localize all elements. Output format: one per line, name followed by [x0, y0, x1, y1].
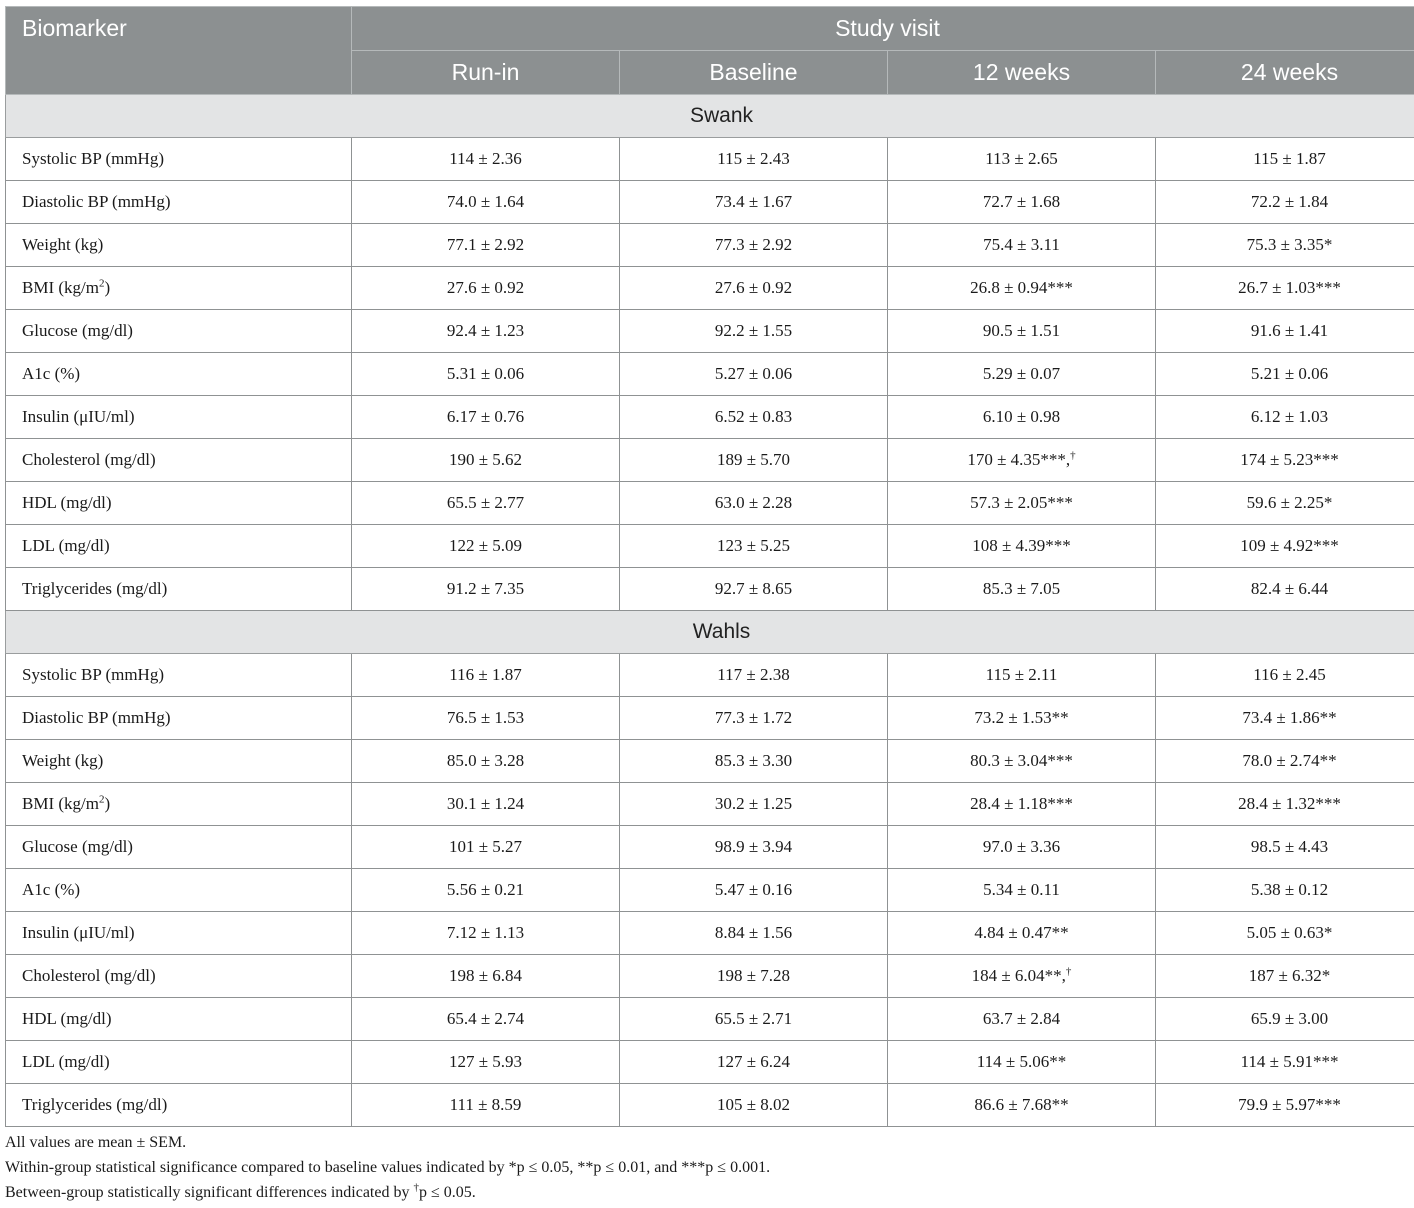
- row-label-text: Diastolic BP (mmHg): [22, 192, 171, 211]
- value-text: 115 ± 2.11: [985, 665, 1058, 684]
- value-cell: [1156, 224, 1414, 267]
- value-text: 74.0 ± 1.64: [446, 192, 525, 211]
- value-cell: [620, 869, 888, 912]
- value-text: 82.4 ± 6.44: [1250, 579, 1329, 598]
- row-label: [6, 525, 352, 568]
- value-text: 5.56 ± 0.21: [446, 880, 525, 899]
- value-cell: [888, 998, 1156, 1041]
- value-text: 127 ± 5.93: [448, 1052, 523, 1071]
- value-text: 6.17 ± 0.76: [446, 407, 525, 426]
- row-label-text: Diastolic BP (mmHg): [22, 708, 171, 727]
- value-text: 113 ± 2.65: [985, 149, 1058, 168]
- row-label: [6, 310, 352, 353]
- visit-header-baseline: Baseline: [620, 51, 888, 95]
- value-cell: [352, 783, 620, 826]
- value-text: 114 ± 5.91***: [1240, 1052, 1339, 1071]
- value-text: 184 ± 6.04**,: [971, 966, 1066, 985]
- dagger-symbol: †: [413, 1181, 419, 1194]
- row-label-text: Cholesterol (mg/dl): [22, 450, 156, 469]
- value-text: 76.5 ± 1.53: [446, 708, 525, 727]
- value-cell: [352, 138, 620, 181]
- value-cell: [620, 654, 888, 697]
- value-text: 6.52 ± 0.83: [714, 407, 793, 426]
- value-text: 97.0 ± 3.36: [982, 837, 1061, 856]
- value-cell: [620, 1041, 888, 1084]
- row-label-text: LDL (mg/dl): [22, 536, 110, 555]
- value-text: 116 ± 1.87: [449, 665, 522, 684]
- row-label-text: Weight (kg): [22, 235, 104, 254]
- table-row: [6, 998, 1414, 1041]
- value-text: 190 ± 5.62: [448, 450, 523, 469]
- value-text: 108 ± 4.39***: [972, 536, 1071, 555]
- value-text: 28.4 ± 1.32***: [1238, 794, 1341, 813]
- value-cell: [620, 998, 888, 1041]
- value-text: 77.3 ± 1.72: [714, 708, 793, 727]
- value-cell: [888, 396, 1156, 439]
- row-label: [6, 826, 352, 869]
- value-text: 5.27 ± 0.06: [714, 364, 793, 383]
- value-text: 92.2 ± 1.55: [714, 321, 793, 340]
- value-cell: [888, 740, 1156, 783]
- value-text: 73.4 ± 1.67: [714, 192, 793, 211]
- value-cell: [888, 267, 1156, 310]
- study-visit-header: Study visit: [352, 7, 1414, 51]
- value-text: 6.12 ± 1.03: [1250, 407, 1329, 426]
- value-text: 5.34 ± 0.11: [983, 880, 1060, 899]
- value-cell: [1156, 396, 1414, 439]
- value-text: 72.7 ± 1.68: [982, 192, 1061, 211]
- value-cell: [1156, 740, 1414, 783]
- table-row: [6, 826, 1414, 869]
- value-cell: [888, 869, 1156, 912]
- value-cell: [620, 439, 888, 482]
- value-cell: [620, 912, 888, 955]
- value-text: 63.7 ± 2.84: [982, 1009, 1061, 1028]
- value-cell: [1156, 998, 1414, 1041]
- value-cell: [620, 181, 888, 224]
- value-text: 75.4 ± 3.11: [983, 235, 1060, 254]
- value-text: 5.47 ± 0.16: [714, 880, 793, 899]
- value-text: 8.84 ± 1.56: [714, 923, 793, 942]
- value-cell: [1156, 654, 1414, 697]
- value-cell: [620, 396, 888, 439]
- value-cell: [888, 181, 1156, 224]
- value-text: 85.0 ± 3.28: [446, 751, 525, 770]
- value-text: 65.5 ± 2.77: [446, 493, 525, 512]
- value-cell: [620, 783, 888, 826]
- table-row: [6, 310, 1414, 353]
- value-cell: [352, 568, 620, 611]
- value-cell: [352, 439, 620, 482]
- value-cell: [1156, 353, 1414, 396]
- value-text: 30.2 ± 1.25: [714, 794, 793, 813]
- value-cell: [352, 310, 620, 353]
- table-row: [6, 353, 1414, 396]
- row-label: [6, 740, 352, 783]
- row-label-text: Systolic BP (mmHg): [22, 149, 164, 168]
- value-text: 115 ± 1.87: [1253, 149, 1326, 168]
- value-cell: [352, 482, 620, 525]
- value-cell: [620, 138, 888, 181]
- value-cell: [888, 1041, 1156, 1084]
- value-cell: [352, 1041, 620, 1084]
- row-label: [6, 267, 352, 310]
- visit-header-24-weeks: 24 weeks: [1156, 51, 1414, 95]
- row-label-text: Weight (kg): [22, 751, 104, 770]
- row-label-text: HDL (mg/dl): [22, 1009, 112, 1028]
- value-cell: [352, 912, 620, 955]
- value-text: 63.0 ± 2.28: [714, 493, 793, 512]
- row-label: [6, 1084, 352, 1127]
- table-row: [6, 654, 1414, 697]
- value-cell: [620, 955, 888, 998]
- value-cell: [1156, 1084, 1414, 1127]
- value-text: 98.5 ± 4.43: [1250, 837, 1329, 856]
- row-label-text: Glucose (mg/dl): [22, 837, 133, 856]
- dagger-symbol: †: [1070, 449, 1076, 462]
- value-text: 189 ± 5.70: [716, 450, 791, 469]
- value-cell: [352, 955, 620, 998]
- row-label: [6, 482, 352, 525]
- value-text: 26.8 ± 0.94***: [970, 278, 1073, 297]
- value-cell: [888, 568, 1156, 611]
- value-cell: [888, 654, 1156, 697]
- value-text: 114 ± 5.06**: [976, 1052, 1067, 1071]
- value-text: 90.5 ± 1.51: [982, 321, 1061, 340]
- value-cell: [620, 740, 888, 783]
- value-cell: [352, 353, 620, 396]
- value-cell: [1156, 869, 1414, 912]
- value-text: 105 ± 8.02: [716, 1095, 791, 1114]
- row-label-text: A1c (%): [22, 364, 81, 383]
- value-text: 111 ± 8.59: [449, 1095, 522, 1114]
- row-label-text: BMI (kg/m: [22, 794, 99, 813]
- value-text: 101 ± 5.27: [448, 837, 523, 856]
- row-label: [6, 783, 352, 826]
- value-text: 26.7 ± 1.03***: [1238, 278, 1341, 297]
- value-cell: [1156, 310, 1414, 353]
- table-row: [6, 740, 1414, 783]
- table-row: [6, 1084, 1414, 1127]
- footnote-mean-sem: All values are mean ± SEM.: [5, 1134, 187, 1151]
- value-text: 91.6 ± 1.41: [1250, 321, 1329, 340]
- value-text: 122 ± 5.09: [448, 536, 523, 555]
- value-cell: [352, 697, 620, 740]
- value-cell: [620, 353, 888, 396]
- row-label: [6, 568, 352, 611]
- value-cell: [1156, 912, 1414, 955]
- row-label-text: BMI (kg/m: [22, 278, 99, 297]
- value-cell: [352, 267, 620, 310]
- footnote-between-text: p ≤ 0.05.: [418, 1184, 476, 1201]
- value-text: 4.84 ± 0.47**: [974, 923, 1069, 942]
- row-label-text: Systolic BP (mmHg): [22, 665, 164, 684]
- value-cell: [620, 482, 888, 525]
- group-row: [6, 611, 1414, 654]
- value-cell: [620, 267, 888, 310]
- value-text: 198 ± 7.28: [716, 966, 791, 985]
- row-label-text: Insulin (μIU/ml): [22, 923, 135, 942]
- value-cell: [620, 525, 888, 568]
- value-text: 73.2 ± 1.53**: [974, 708, 1069, 727]
- value-cell: [1156, 267, 1414, 310]
- value-cell: [888, 697, 1156, 740]
- value-cell: [620, 826, 888, 869]
- value-text: 85.3 ± 3.30: [714, 751, 793, 770]
- row-label: [6, 1041, 352, 1084]
- value-text: 116 ± 2.45: [1253, 665, 1326, 684]
- value-cell: [352, 998, 620, 1041]
- value-cell: [888, 912, 1156, 955]
- table-row: [6, 267, 1414, 310]
- table-row: [6, 525, 1414, 568]
- row-label: [6, 353, 352, 396]
- value-text: 7.12 ± 1.13: [446, 923, 525, 942]
- group-label: Swank: [6, 95, 1414, 138]
- row-label-superscript: 2: [98, 277, 105, 290]
- value-text: 92.4 ± 1.23: [446, 321, 525, 340]
- table-row: [6, 955, 1414, 998]
- value-text: 77.3 ± 2.92: [714, 235, 793, 254]
- value-cell: [1156, 783, 1414, 826]
- value-text: 57.3 ± 2.05***: [970, 493, 1073, 512]
- value-text: 170 ± 4.35***,: [967, 450, 1071, 469]
- value-text: 98.9 ± 3.94: [714, 837, 793, 856]
- table-container: [5, 6, 1409, 1127]
- value-cell: [620, 310, 888, 353]
- value-text: 65.4 ± 2.74: [446, 1009, 525, 1028]
- value-text: 27.6 ± 0.92: [446, 278, 525, 297]
- group-row: [6, 95, 1414, 138]
- row-label-text: Cholesterol (mg/dl): [22, 966, 156, 985]
- value-text: 72.2 ± 1.84: [1250, 192, 1329, 211]
- value-cell: [888, 310, 1156, 353]
- row-label: [6, 224, 352, 267]
- value-text: 92.7 ± 8.65: [714, 579, 793, 598]
- row-label: [6, 869, 352, 912]
- table-row: [6, 783, 1414, 826]
- table-row: [6, 1041, 1414, 1084]
- footnote-within-group: Within-group statistical significance compared to baseline values indicated by *p ≤ 0.05, **p ≤ 0.01, and ***p ≤ 0.001.: [5, 1159, 771, 1176]
- value-cell: [1156, 181, 1414, 224]
- value-text: 30.1 ± 1.24: [446, 794, 525, 813]
- table-row: [6, 396, 1414, 439]
- value-cell: [888, 353, 1156, 396]
- value-cell: [620, 568, 888, 611]
- table-row: [6, 482, 1414, 525]
- table-row: [6, 224, 1414, 267]
- value-cell: [352, 181, 620, 224]
- row-label: [6, 181, 352, 224]
- value-text: 198 ± 6.84: [448, 966, 523, 985]
- value-text: 28.4 ± 1.18***: [970, 794, 1073, 813]
- value-text: 5.21 ± 0.06: [1250, 364, 1329, 383]
- value-cell: [352, 740, 620, 783]
- value-text: 73.4 ± 1.86**: [1242, 708, 1337, 727]
- biomarker-table: [5, 6, 1414, 1127]
- table-body: [6, 95, 1414, 1127]
- row-label: [6, 697, 352, 740]
- row-label: [6, 912, 352, 955]
- row-label: [6, 439, 352, 482]
- value-cell: [352, 869, 620, 912]
- row-label: [6, 138, 352, 181]
- value-cell: [620, 224, 888, 267]
- value-text: 5.05 ± 0.63*: [1246, 923, 1333, 942]
- value-cell: [352, 396, 620, 439]
- value-cell: [352, 654, 620, 697]
- value-cell: [352, 826, 620, 869]
- row-label: [6, 396, 352, 439]
- value-cell: [888, 525, 1156, 568]
- row-label-text: A1c (%): [22, 880, 81, 899]
- row-label: [6, 998, 352, 1041]
- value-cell: [1156, 1041, 1414, 1084]
- row-label-text: HDL (mg/dl): [22, 493, 112, 512]
- row-label: [6, 654, 352, 697]
- row-label-text: Triglycerides (mg/dl): [22, 1095, 168, 1114]
- table-row: [6, 912, 1414, 955]
- table-row: [6, 869, 1414, 912]
- value-text: 5.38 ± 0.12: [1250, 880, 1329, 899]
- value-text: 86.6 ± 7.68**: [974, 1095, 1069, 1114]
- row-label-text: Triglycerides (mg/dl): [22, 579, 168, 598]
- row-label-text: Glucose (mg/dl): [22, 321, 133, 340]
- value-cell: [352, 224, 620, 267]
- table-row: [6, 439, 1414, 482]
- value-text: 115 ± 2.43: [717, 149, 790, 168]
- footnote-between-group: [5, 1180, 770, 1205]
- value-cell: [888, 955, 1156, 998]
- value-text: 77.1 ± 2.92: [446, 235, 525, 254]
- row-label-text: Insulin (μIU/ml): [22, 407, 135, 426]
- value-cell: [1156, 138, 1414, 181]
- value-cell: [888, 1084, 1156, 1127]
- value-cell: [620, 697, 888, 740]
- row-label-text: LDL (mg/dl): [22, 1052, 110, 1071]
- value-text: 187 ± 6.32*: [1248, 966, 1331, 985]
- value-cell: [1156, 482, 1414, 525]
- value-text: 65.5 ± 2.71: [714, 1009, 793, 1028]
- table-row: [6, 138, 1414, 181]
- table-row: [6, 568, 1414, 611]
- footnote-between-prefix: Between-group statistically significant differences indicated by: [5, 1184, 414, 1201]
- row-label: [6, 955, 352, 998]
- value-cell: [888, 138, 1156, 181]
- value-cell: [888, 783, 1156, 826]
- row-label-suffix: ): [104, 278, 111, 297]
- value-text: 85.3 ± 7.05: [982, 579, 1061, 598]
- value-text: 80.3 ± 3.04***: [970, 751, 1073, 770]
- value-text: 79.9 ± 5.97***: [1238, 1095, 1341, 1114]
- value-text: 5.29 ± 0.07: [982, 364, 1061, 383]
- value-cell: [1156, 826, 1414, 869]
- value-cell: [1156, 697, 1414, 740]
- value-cell: [1156, 439, 1414, 482]
- visit-header-run-in: Run-in: [352, 51, 620, 95]
- row-label-superscript: 2: [98, 793, 105, 806]
- value-cell: [888, 482, 1156, 525]
- value-text: 27.6 ± 0.92: [714, 278, 793, 297]
- value-text: 114 ± 2.36: [449, 149, 522, 168]
- value-cell: [352, 525, 620, 568]
- value-cell: [1156, 568, 1414, 611]
- value-text: 5.31 ± 0.06: [446, 364, 525, 383]
- dagger-symbol: †: [1065, 965, 1072, 978]
- group-label: Wahls: [6, 611, 1414, 654]
- value-text: 127 ± 6.24: [716, 1052, 791, 1071]
- value-text: 65.9 ± 3.00: [1250, 1009, 1329, 1028]
- value-text: 59.6 ± 2.25*: [1246, 493, 1333, 512]
- table-row: [6, 181, 1414, 224]
- value-cell: [1156, 525, 1414, 568]
- footnotes: [5, 1130, 770, 1205]
- table-row: [6, 697, 1414, 740]
- value-cell: [888, 439, 1156, 482]
- value-text: 91.2 ± 7.35: [446, 579, 525, 598]
- biomarker-header: Biomarker: [6, 7, 352, 95]
- row-label-suffix: ): [104, 794, 111, 813]
- value-text: 6.10 ± 0.98: [982, 407, 1061, 426]
- value-text: 75.3 ± 3.35*: [1246, 235, 1333, 254]
- visit-header-12-weeks: 12 weeks: [888, 51, 1156, 95]
- value-text: 109 ± 4.92***: [1240, 536, 1339, 555]
- value-cell: [352, 1084, 620, 1127]
- value-cell: [1156, 955, 1414, 998]
- value-cell: [620, 1084, 888, 1127]
- value-text: 117 ± 2.38: [717, 665, 790, 684]
- value-text: 174 ± 5.23***: [1240, 450, 1339, 469]
- value-text: 78.0 ± 2.74**: [1242, 751, 1337, 770]
- value-text: 123 ± 5.25: [716, 536, 791, 555]
- value-cell: [888, 826, 1156, 869]
- value-cell: [888, 224, 1156, 267]
